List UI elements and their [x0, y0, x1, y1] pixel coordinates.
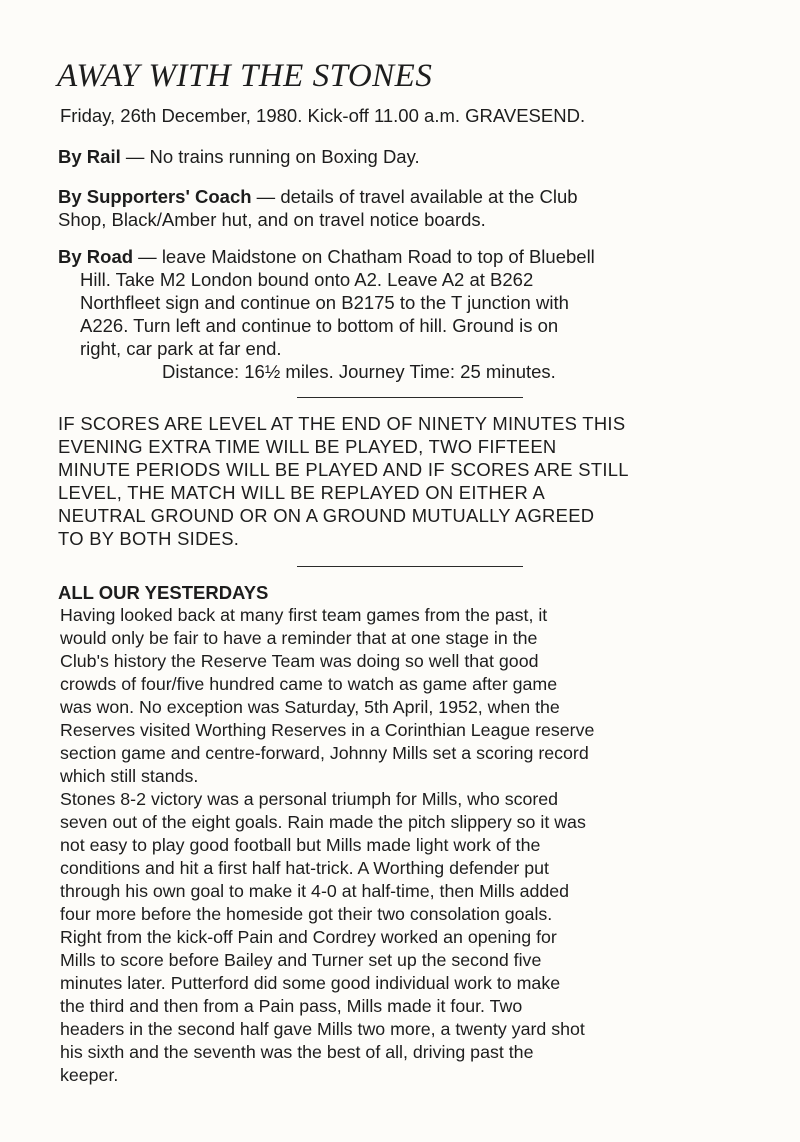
fixture-line: Friday, 26th December, 1980. Kick-off 11.00 a.m. GRAVESEND. [60, 105, 586, 126]
divider-rule [297, 397, 523, 398]
article-line: the third and then from a Pain pass, Mills made it four. Two [60, 996, 523, 1016]
article-line: section game and centre-forward, Johnny Mills set a scoring record [60, 743, 589, 763]
article-line: Mills to score before Bailey and Turner set up the second five [60, 950, 542, 970]
rail-section [58, 145, 420, 168]
article-line: headers in the second half gave Mills two more, a twenty yard shot [60, 1019, 585, 1039]
notice-line: NEUTRAL GROUND OR ON A GROUND MUTUALLY AGREED [58, 505, 595, 526]
article-line: conditions and hit a first half hat-trick. A Worthing defender put [60, 858, 549, 878]
divider-rule [297, 566, 523, 567]
road-label: By Road [58, 246, 134, 267]
article-line: minutes later. Putterford did some good individual work to make [60, 973, 561, 993]
article-line: would only be fair to have a reminder that at one stage in the [60, 628, 538, 648]
road-line-5: right, car park at far end. [80, 338, 282, 359]
notice-line: IF SCORES ARE LEVEL AT THE END OF NINETY MINUTES THIS [58, 413, 626, 434]
article-line: Right from the kick-off Pain and Cordrey worked an opening for [60, 927, 557, 947]
road-line-2: Hill. Take M2 London bound onto A2. Leave A2 at B262 [80, 269, 534, 290]
article-line: Reserves visited Worthing Reserves in a Corinthian League reserve [60, 720, 595, 740]
article-line: which still stands. [60, 766, 199, 786]
article-line: not easy to play good football but Mills made light work of the [60, 835, 541, 855]
article-line: Club's history the Reserve Team was doing so well that good [60, 651, 539, 671]
coach-line-1 [58, 185, 578, 208]
article-line: Having looked back at many first team games from the past, it [60, 605, 548, 625]
page-title: AWAY WITH THE STONES [57, 58, 433, 94]
section-heading: ALL OUR YESTERDAYS [58, 582, 269, 603]
coach-label: By Supporters' Coach [58, 186, 252, 207]
notice-line: MINUTE PERIODS WILL BE PLAYED AND IF SCORES ARE STILL [58, 459, 629, 480]
rail-label: By Rail [58, 146, 121, 167]
road-line-3: Northfleet sign and continue on B2175 to the T junction with [80, 292, 569, 313]
article-line: four more before the homeside got their two consolation goals. [60, 904, 553, 924]
coach-line-2: Shop, Black/Amber hut, and on travel notice boards. [58, 209, 486, 230]
notice-line: LEVEL, THE MATCH WILL BE REPLAYED ON EITHER A [58, 482, 546, 503]
article-line: Stones 8-2 victory was a personal triumph for Mills, who scored [60, 789, 559, 809]
article-line: through his own goal to make it 4-0 at half-time, then Mills added [60, 881, 570, 901]
coach-text-1: — details of travel available at the Club [251, 186, 578, 207]
notice-line: EVENING EXTRA TIME WILL BE PLAYED, TWO FIFTEEN [58, 436, 557, 457]
rail-text: — No trains running on Boxing Day. [120, 146, 420, 167]
road-line-1 [58, 245, 595, 268]
article-line: his sixth and the seventh was the best of all, driving past the [60, 1042, 534, 1062]
article-line: keeper. [60, 1065, 119, 1085]
article-line: seven out of the eight goals. Rain made the pitch slippery so it was [60, 812, 586, 832]
article-line: was won. No exception was Saturday, 5th April, 1952, when the [60, 697, 560, 717]
road-distance: Distance: 16½ miles. Journey Time: 25 minutes. [162, 361, 556, 382]
road-text-1: — leave Maidstone on Chatham Road to top of Bluebell [133, 246, 595, 267]
article-line: crowds of four/five hundred came to watch as game after game [60, 674, 558, 694]
notice-line: TO BY BOTH SIDES. [58, 528, 240, 549]
road-line-4: A226. Turn left and continue to bottom of hill. Ground is on [80, 315, 559, 336]
